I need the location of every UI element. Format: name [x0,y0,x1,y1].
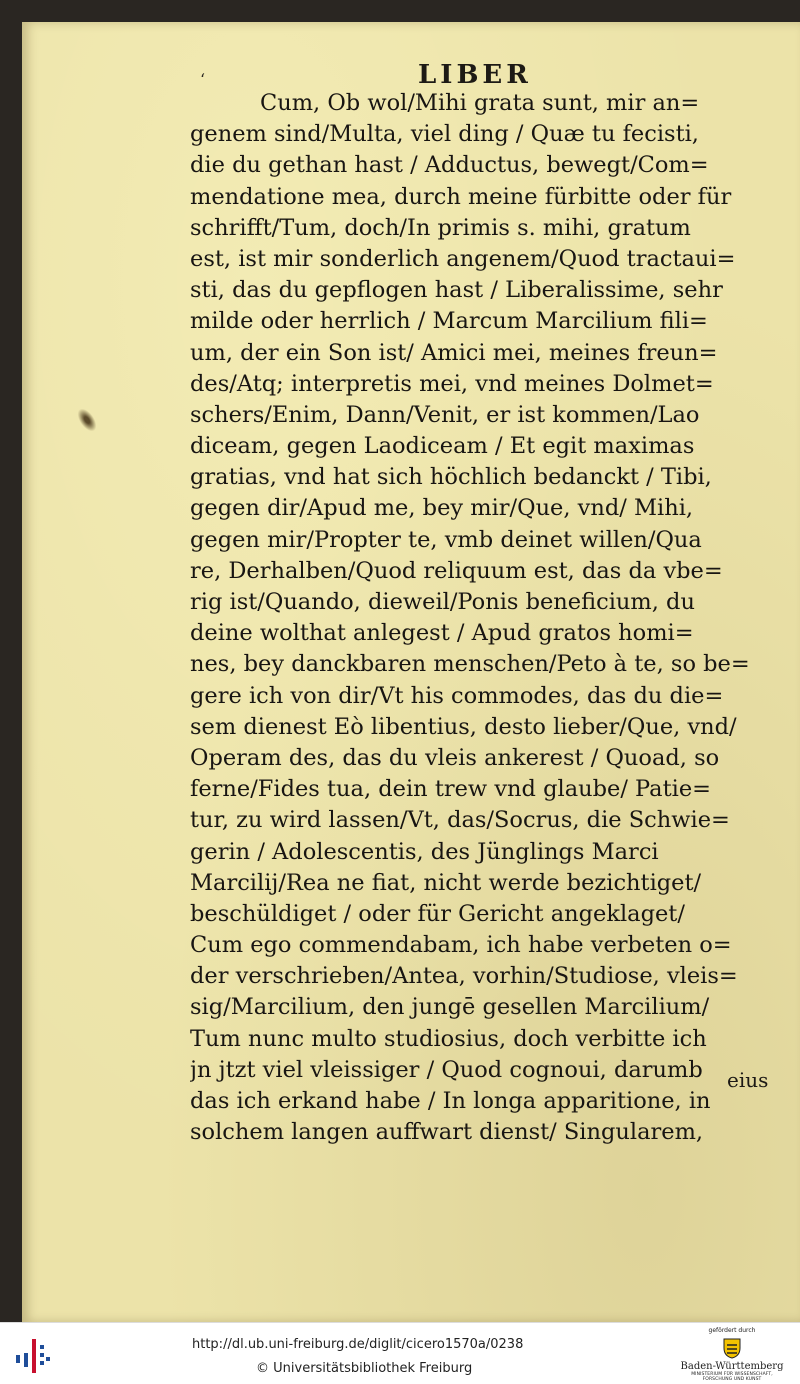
text-line: jn jtzt viel vleissiger / Quod cognoui, darumb [190,1056,703,1083]
text-line: die du gethan hast / Adductus, bewegt/Com= [190,152,709,179]
text-line: solchem langen auffwart dienst/ Singularem, [190,1119,704,1146]
text-line: milde oder herrlich / Marcum Marcilium fili= [190,308,708,335]
viewer-footer [0,1322,800,1384]
text-line: genem sind/Multa, viel ding / Quæ tu fecisti, [190,121,699,148]
text-line: diceam, gegen Laodiceam / Et egit maximas [190,433,695,460]
text-line: Cum, Ob wol/Mihi grata sunt, mir an= [260,90,700,116]
page-mark: ‘ [200,70,206,89]
text-line: um, der ein Son ist/ Amici mei, meines freun= [190,339,718,366]
ink-stain [74,405,100,434]
text-line: est, ist mir sonderlich angenem/Quod tractaui= [190,245,736,272]
text-line: des/Atq; interpretis mei, vnd meines Dolmet= [190,370,714,397]
state-crest-icon [720,1336,744,1360]
text-line: der verschrieben/Antea, vorhin/Studiose, vleis= [190,963,738,990]
text-line: gegen mir/Propter te, vmb deinet willen/Qua [190,526,702,553]
sponsor-label: gefördert durch [708,1327,756,1334]
text-line: mendatione mea, durch meine fürbitte oder für [190,183,732,210]
text-line: schers/Enim, Dann/Venit, er ist kommen/Lao [190,401,700,428]
page-text [190,88,770,1148]
sponsor-ministry: MINISTERIUM FÜR WISSENSCHAFT, FORSCHUNG UND KUNST [691,1372,773,1382]
text-line: Tum nunc multo studiosius, doch verbitte ich [190,1025,707,1052]
text-line: Operam des, das du vleis ankerest / Quoad, so [190,744,720,771]
text-line: rig ist/Quando, dieweil/Ponis beneficium, du [190,589,695,615]
text-line: sem dienest Eò libentius, desto lieber/Que, vnd/ [190,713,737,740]
text-line: Marcilij/Rea ne fiat, nicht werde bezichtiget/ [190,869,702,896]
text-line: beschüldiget / oder für Gericht angeklaget/ [190,900,685,927]
running-head: LIBER [418,60,532,90]
sponsor-block [676,1327,788,1382]
sponsor-name: Baden-Württemberg [680,1361,784,1372]
catchword: eius [727,1068,769,1092]
text-line: re, Derhalben/Quod reliquum est, das da vbe= [190,557,723,584]
text-line: gegen dir/Apud me, bey mir/Que, vnd/ Mihi, [190,495,694,522]
copyright-notice: © Universitätsbibliothek Freiburg [256,1361,473,1376]
text-line: sti, das du gepflogen hast / Liberalissime, sehr [190,277,723,304]
university-library-logo-icon [12,1335,52,1375]
text-line: nes, bey danckbaren menschen/Peto à te, so be= [190,651,750,678]
text-line: tur, zu wird lassen/Vt, das/Socrus, die Schwie= [190,807,730,834]
text-line: deine wolthat anlegest / Apud gratos homi= [190,620,694,647]
text-line: gratias, vnd hat sich höchlich bedanckt / Tibi, [190,464,712,491]
text-line: das ich erkand habe / In longa apparitione, in [190,1088,711,1114]
text-line: schrifft/Tum, doch/In primis s. mihi, gratum [190,214,691,241]
text-line: sig/Marcilium, den jungē gesellen Marcilium/ [190,994,710,1021]
text-line: gerin / Adolescentis, des Jünglings Marci [190,838,659,865]
permalink-url[interactable]: http://dl.ub.uni-freiburg.de/diglit/cicero1570a/0238 [192,1337,524,1352]
text-line: Cum ego commendabam, ich habe verbeten o= [190,932,732,959]
text-line: gere ich von dir/Vt his commodes, das du die= [190,682,724,709]
text-line: ferne/Fides tua, dein trew vnd glaube/ Patie= [190,776,712,803]
